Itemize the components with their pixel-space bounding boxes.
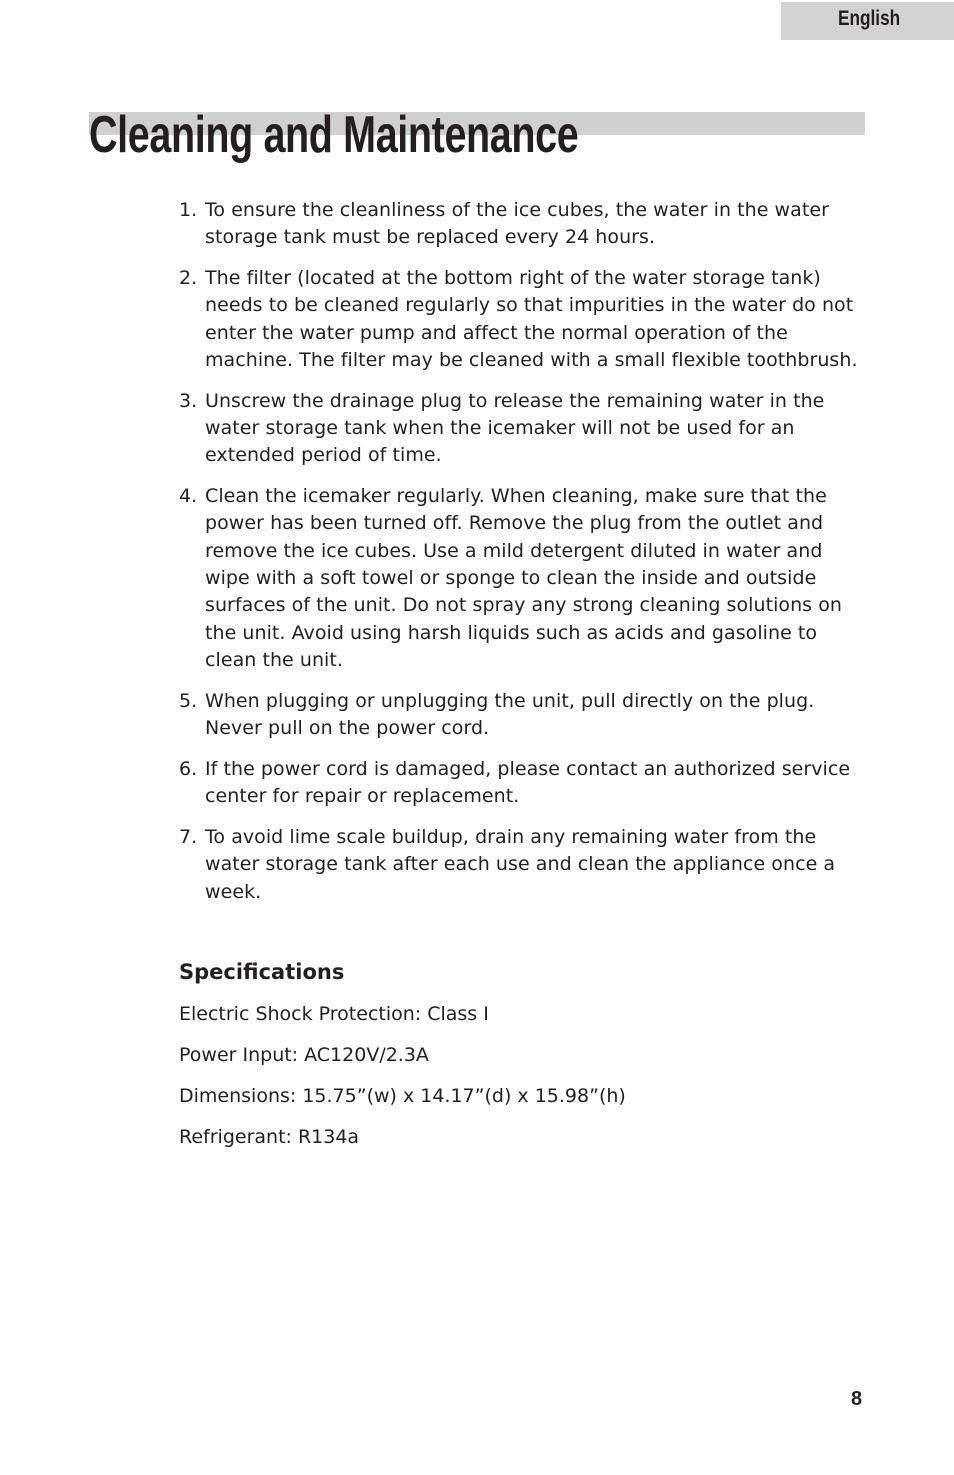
step-number: 2. — [179, 267, 198, 290]
step-text: To avoid lime scale buildup, drain any remaining water from the water storage tank after each use and clean the appliance once a week. — [205, 825, 836, 903]
list-item — [179, 688, 859, 743]
list-item — [179, 824, 859, 906]
spec-refrigerant: Refrigerant: R134a — [179, 1126, 360, 1148]
step-number: 6. — [179, 757, 198, 780]
specifications-heading: Specifications — [179, 960, 345, 984]
spec-electric-shock-protection: Electric Shock Protection: Class I — [179, 1003, 489, 1025]
list-item — [179, 483, 859, 674]
specifications-list — [179, 1001, 626, 1165]
spec-power-input: Power Input: AC120V/2.3A — [179, 1044, 429, 1066]
list-item — [179, 197, 859, 252]
step-text: If the power cord is damaged, please contact an authorized service center for repair or replacement. — [205, 757, 851, 808]
step-number: 1. — [179, 199, 198, 221]
step-number: 4. — [179, 485, 198, 508]
step-text: Clean the icemaker regularly. When cleaning, make sure that the power has been turned off. Remove the plug from the outlet and remove the ice cubes. Use a mild detergent diluted in water and wipe with a soft towel or sponge to clean the inside and outside surfaces of the unit. Do not spray any strong cleaning solutions on the unit. Avoid using harsh liquids such as acids and gasoline to clean the unit. — [205, 485, 842, 671]
list-item — [179, 756, 859, 811]
maintenance-steps-list — [179, 197, 859, 919]
step-text: Unscrew the drainage plug to release the remaining water in the water storage tank when the icemaker will not be used for an extended period of time. — [205, 389, 825, 467]
step-text: When plugging or unplugging the unit, pull directly on the plug. Never pull on the power cord. — [205, 689, 815, 740]
step-number: 7. — [179, 825, 198, 848]
list-item — [179, 265, 859, 374]
list-item — [179, 388, 859, 470]
step-number: 5. — [179, 689, 198, 712]
step-number: 3. — [179, 389, 198, 412]
spec-dimensions: Dimensions: 15.75”(w) x 14.17”(d) x 15.98”(h) — [179, 1085, 626, 1107]
page-title: Cleaning and Maintenance — [89, 106, 579, 164]
language-label: English — [838, 7, 901, 30]
step-text: The filter (located at the bottom right of the water storage tank) needs to be cleaned regularly so that impurities in the water do not enter the water pump and affect the normal operation of the machine. The filter may be cleaned with a small flexible toothbrush. — [205, 267, 858, 371]
page-number: 8 — [851, 1388, 863, 1410]
step-text: To ensure the cleanliness of the ice cubes, the water in the water storage tank must be replaced every 24 hours. — [205, 199, 829, 249]
